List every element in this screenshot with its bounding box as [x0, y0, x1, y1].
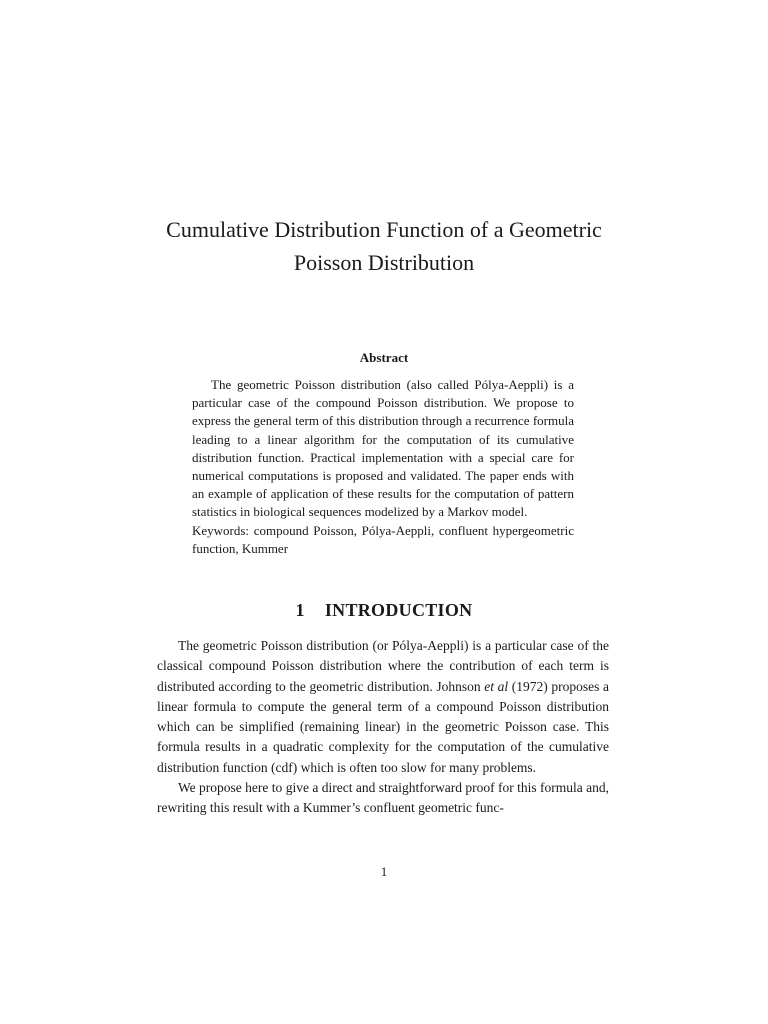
abstract-keywords: Keywords: compound Poisson, Pólya-Aeppli, confluent hypergeometric function, Kummer — [192, 522, 574, 556]
abstract-paragraph: The geometric Poisson distribution (also called Pólya-Aeppli) is a particular case of the compound Poisson distribution. We propose to express the general term of this distribution through a recurrence formula leading to a linear algorithm for the computation of its cumulative distribution function. Practical implementation with a special care for numerical computations is proposed and validated. The paper ends with an example of application of these results for the computation of pattern statistics in biological sequences modelized by a Markov model. — [192, 377, 574, 520]
introduction-body — [157, 636, 609, 819]
section-heading — [0, 600, 768, 621]
intro-p1-part-b: (1972) proposes a linear formula to compute the general term of a compound Poisson distribution which can be simplified (remaining linear) in the geometric Poisson case. This formula results in a quadratic complexity for the computation of the cumulative distribution function (cdf) which is often too slow for many problems. — [157, 678, 609, 775]
abstract-heading: Abstract — [359, 350, 409, 365]
intro-p1-etal: et al — [484, 678, 509, 694]
section-number: 1 — [295, 600, 305, 620]
paper-title — [0, 213, 768, 279]
page-number: 1 — [380, 864, 388, 879]
abstract-body — [192, 376, 574, 558]
title-line-2: Poisson Distribution — [293, 250, 475, 275]
intro-p1-part-a: The geometric Poisson distribution (or Pólya-Aeppli) is a particular case of the classical compound Poisson distribution where the contribution of each term is distributed according to the geometric distribution. Johnson — [157, 638, 609, 694]
section-title: INTRODUCTION — [324, 600, 473, 620]
intro-paragraph-2: We propose here to give a direct and straightforward proof for this formula and, rewriting this result with a Kummer’s confluent geometric func- — [157, 780, 609, 816]
intro-paragraph-1 — [157, 636, 609, 778]
title-line-1: Cumulative Distribution Function of a Geometric — [166, 217, 602, 242]
